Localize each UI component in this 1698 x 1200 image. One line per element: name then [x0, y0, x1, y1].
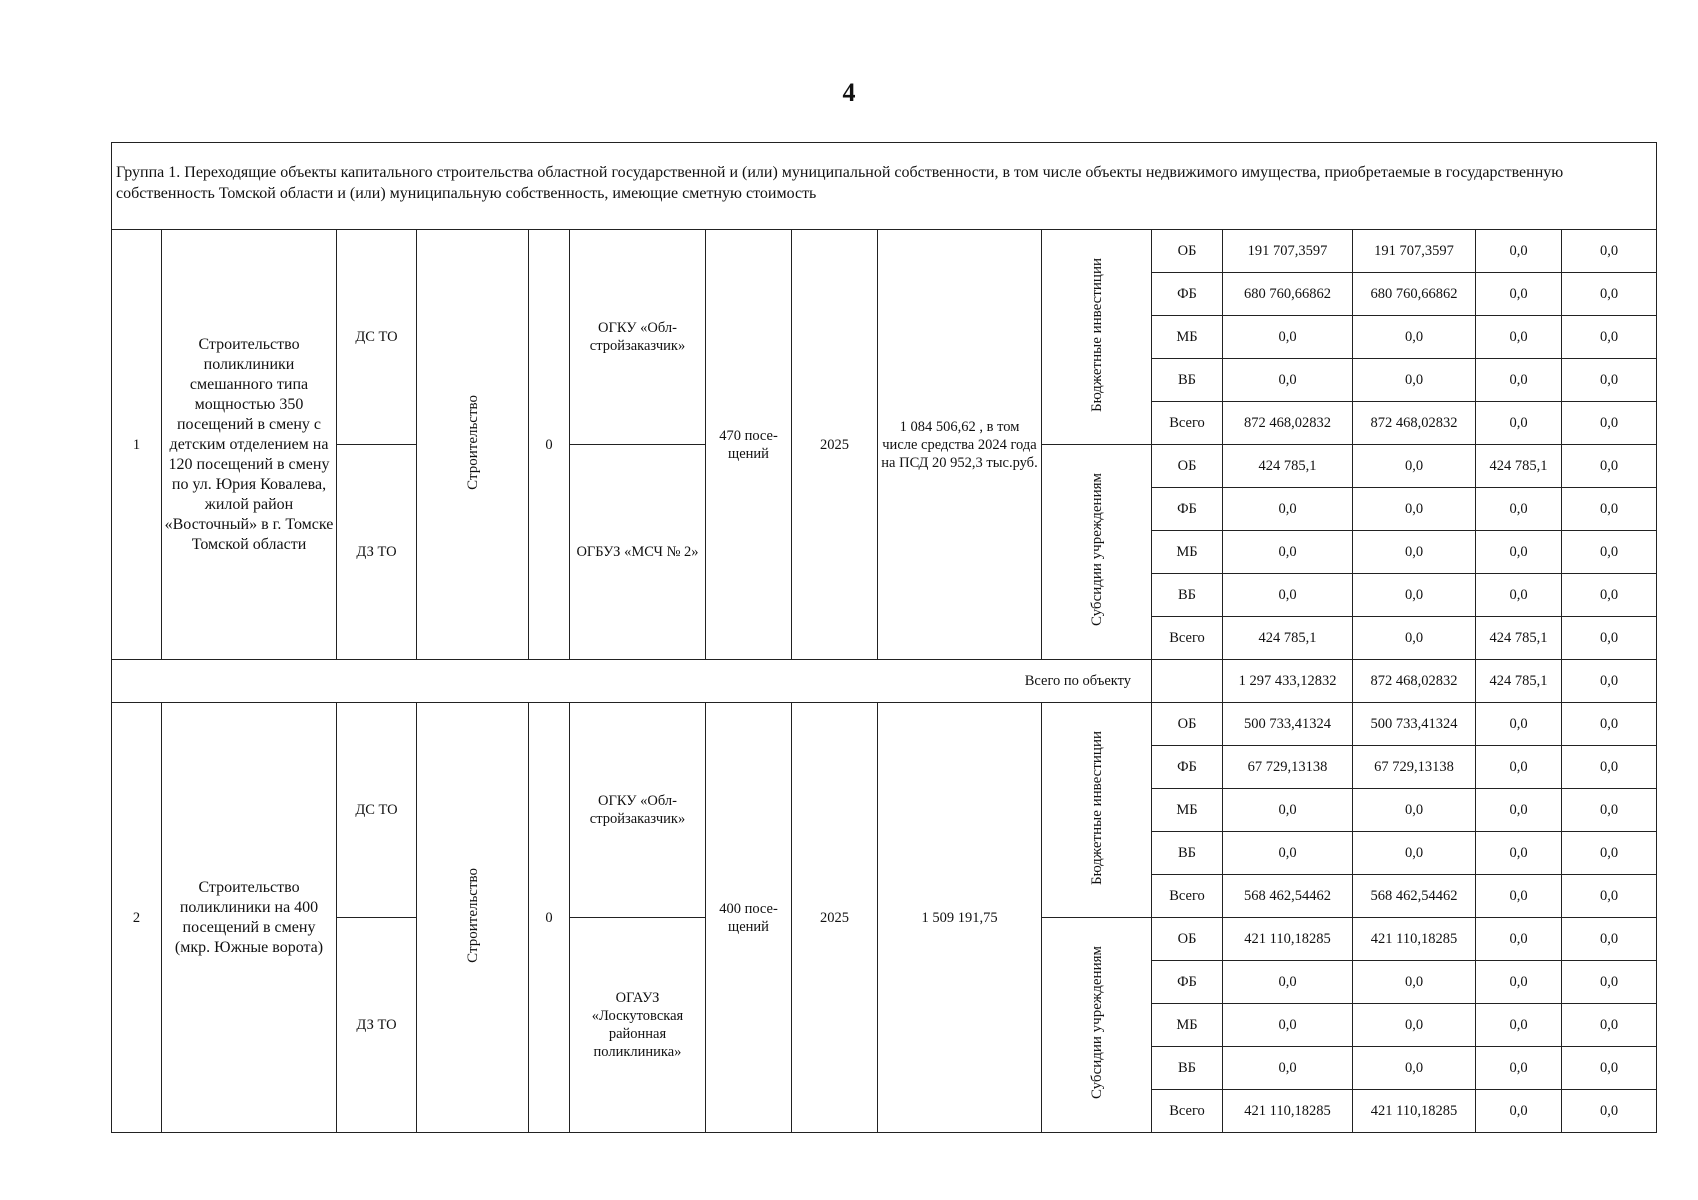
value-cell: 0,0	[1353, 445, 1476, 488]
budget-source: ФБ	[1152, 961, 1223, 1004]
value-cell: 0,0	[1353, 531, 1476, 574]
funding-group: Бюджетные инвестиции	[1042, 703, 1152, 918]
value-cell: 0,0	[1562, 1004, 1657, 1047]
value-cell: 568 462,54462	[1223, 875, 1353, 918]
object-number: 2	[112, 703, 162, 1133]
budget-source: ОБ	[1152, 230, 1223, 273]
funding-group: Субсидии учреждениям	[1042, 918, 1152, 1133]
value-cell: 0,0	[1353, 832, 1476, 875]
value-cell: 424 785,1	[1223, 617, 1353, 660]
object-name: Строительство поликлиники смешанного типа мощностью 350 посещений в смену с детским отделением на 120 посещений в смену по ул. Юрия Ковалева, жилой район «Восточный» в г. Томске Томской области	[162, 230, 337, 660]
value-cell: 0,0	[1223, 961, 1353, 1004]
value-cell: 424 785,1	[1223, 445, 1353, 488]
object-total-row	[112, 660, 1657, 703]
value-cell: 0,0	[1476, 961, 1562, 1004]
value-cell: 0,0	[1562, 359, 1657, 402]
value-cell: 0,0	[1353, 617, 1476, 660]
budget-source: Всего	[1152, 875, 1223, 918]
value-cell: 0,0	[1353, 961, 1476, 1004]
value-cell: 0,0	[1353, 359, 1476, 402]
budget-source: МБ	[1152, 316, 1223, 359]
value-cell: 0,0	[1353, 316, 1476, 359]
object-name: Строительство поликлиники на 400 посещений в смену (мкр. Южные ворота)	[162, 703, 337, 1133]
zero-value: 0	[529, 230, 570, 660]
value-cell: 0,0	[1562, 1090, 1657, 1133]
value-cell: 0,0	[1476, 359, 1562, 402]
value-cell: 0,0	[1223, 531, 1353, 574]
value-cell: 680 760,66862	[1223, 273, 1353, 316]
value-cell: 0,0	[1476, 1047, 1562, 1090]
value-cell: 0,0	[1476, 832, 1562, 875]
value-cell: 0,0	[1223, 316, 1353, 359]
value-cell: 0,0	[1476, 574, 1562, 617]
value-cell: 0,0	[1223, 1004, 1353, 1047]
budget-source: ВБ	[1152, 574, 1223, 617]
value-cell: 0,0	[1562, 789, 1657, 832]
value-cell: 0,0	[1476, 875, 1562, 918]
value-cell: 67 729,13138	[1223, 746, 1353, 789]
value-cell: 0,0	[1223, 359, 1353, 402]
value-cell: 500 733,41324	[1223, 703, 1353, 746]
work-type: Строительство	[417, 230, 529, 660]
value-cell: 0,0	[1353, 789, 1476, 832]
value-cell: 421 110,18285	[1353, 918, 1476, 961]
capacity: 400 посе-щений	[706, 703, 792, 1133]
value-cell: 67 729,13138	[1353, 746, 1476, 789]
value-cell: 0,0	[1476, 789, 1562, 832]
estimated-cost: 1 084 506,62 , в том числе средства 2024 года на ПСД 20 952,3 тыс.руб.	[878, 230, 1042, 660]
completion-year: 2025	[792, 703, 878, 1133]
funding-group: Бюджетные инвестиции	[1042, 230, 1152, 445]
value-cell: 0,0	[1562, 617, 1657, 660]
value-cell: 0,0	[1476, 703, 1562, 746]
value-cell: 680 760,66862	[1353, 273, 1476, 316]
value-cell: 191 707,3597	[1353, 230, 1476, 273]
value-cell: 0,0	[1353, 1004, 1476, 1047]
value-cell: 421 110,18285	[1223, 918, 1353, 961]
estimated-cost: 1 509 191,75	[878, 703, 1042, 1133]
value-cell: 0,0	[1476, 230, 1562, 273]
budget-source: Всего	[1152, 1090, 1223, 1133]
value-cell: 0,0	[1476, 1090, 1562, 1133]
work-type: Строительство	[417, 703, 529, 1133]
empty-cell	[1152, 660, 1223, 703]
budget-source: МБ	[1152, 531, 1223, 574]
responsible-authority: ДЗ ТО	[337, 918, 417, 1133]
customer: ОГКУ «Обл-стройзаказчик»	[570, 230, 706, 445]
object-total-label: Всего по объекту	[112, 660, 1152, 703]
value-cell: 0,0	[1562, 832, 1657, 875]
value-cell: 0,0	[1476, 316, 1562, 359]
value-cell: 0,0	[1562, 918, 1657, 961]
budget-source: Всего	[1152, 402, 1223, 445]
value-cell: 0,0	[1223, 789, 1353, 832]
table-row	[112, 703, 1657, 746]
value-cell: 0,0	[1562, 961, 1657, 1004]
value-cell: 500 733,41324	[1353, 703, 1476, 746]
zero-value: 0	[529, 703, 570, 1133]
value-cell: 0,0	[1476, 918, 1562, 961]
budget-source: МБ	[1152, 789, 1223, 832]
value-cell: 0,0	[1476, 1004, 1562, 1047]
value-cell: 0,0	[1562, 445, 1657, 488]
total-value: 1 297 433,12832	[1223, 660, 1353, 703]
value-cell: 0,0	[1562, 574, 1657, 617]
customer: ОГБУЗ «МСЧ № 2»	[570, 445, 706, 660]
value-cell: 0,0	[1562, 488, 1657, 531]
budget-source: ОБ	[1152, 918, 1223, 961]
customer: ОГКУ «Обл-стройзаказчик»	[570, 703, 706, 918]
value-cell: 568 462,54462	[1353, 875, 1476, 918]
value-cell: 191 707,3597	[1223, 230, 1353, 273]
value-cell: 424 785,1	[1476, 617, 1562, 660]
total-value: 0,0	[1562, 660, 1657, 703]
value-cell: 0,0	[1562, 531, 1657, 574]
value-cell: 872 468,02832	[1223, 402, 1353, 445]
value-cell: 872 468,02832	[1353, 402, 1476, 445]
budget-source: МБ	[1152, 1004, 1223, 1047]
table-row	[112, 230, 1657, 273]
value-cell: 0,0	[1223, 832, 1353, 875]
value-cell: 0,0	[1476, 746, 1562, 789]
budget-source: ФБ	[1152, 746, 1223, 789]
budget-source: ФБ	[1152, 273, 1223, 316]
budget-source: Всего	[1152, 617, 1223, 660]
value-cell: 0,0	[1223, 488, 1353, 531]
value-cell: 0,0	[1223, 1047, 1353, 1090]
responsible-authority: ДС ТО	[337, 230, 417, 445]
budget-source: ОБ	[1152, 445, 1223, 488]
capacity: 470 посе-щений	[706, 230, 792, 660]
total-value: 872 468,02832	[1353, 660, 1476, 703]
value-cell: 424 785,1	[1476, 445, 1562, 488]
page-number: 4	[842, 78, 856, 107]
value-cell: 0,0	[1562, 875, 1657, 918]
value-cell: 0,0	[1353, 574, 1476, 617]
document-table-frame	[111, 142, 1656, 1133]
value-cell: 0,0	[1353, 488, 1476, 531]
funding-group: Субсидии учреждениям	[1042, 445, 1152, 660]
value-cell: 421 110,18285	[1353, 1090, 1476, 1133]
budget-source: ОБ	[1152, 703, 1223, 746]
value-cell: 0,0	[1562, 273, 1657, 316]
value-cell: 0,0	[1562, 316, 1657, 359]
budget-source: ВБ	[1152, 359, 1223, 402]
value-cell: 0,0	[1223, 574, 1353, 617]
value-cell: 0,0	[1562, 703, 1657, 746]
total-value: 424 785,1	[1476, 660, 1562, 703]
value-cell: 0,0	[1476, 488, 1562, 531]
object-number: 1	[112, 230, 162, 660]
value-cell: 0,0	[1353, 1047, 1476, 1090]
value-cell: 0,0	[1562, 746, 1657, 789]
responsible-authority: ДС ТО	[337, 703, 417, 918]
completion-year: 2025	[792, 230, 878, 660]
budget-source: ФБ	[1152, 488, 1223, 531]
value-cell: 421 110,18285	[1223, 1090, 1353, 1133]
value-cell: 0,0	[1476, 402, 1562, 445]
value-cell: 0,0	[1562, 230, 1657, 273]
capital-construction-table	[111, 142, 1657, 1133]
group-title: Группа 1. Переходящие объекты капитального строительства областной государственной и (или) муниципальной собственности, в том числе объекты недвижимого имущества, приобретаемые в государственную собственность Томской области и (или) муниципальную собственность, имеющие сметную стоимость	[112, 143, 1657, 230]
budget-source: ВБ	[1152, 1047, 1223, 1090]
budget-source: ВБ	[1152, 832, 1223, 875]
value-cell: 0,0	[1476, 531, 1562, 574]
value-cell: 0,0	[1476, 273, 1562, 316]
value-cell: 0,0	[1562, 1047, 1657, 1090]
value-cell: 0,0	[1562, 402, 1657, 445]
responsible-authority: ДЗ ТО	[337, 445, 417, 660]
customer: ОГАУЗ «Лоскутовская районная поликлиника»	[570, 918, 706, 1133]
